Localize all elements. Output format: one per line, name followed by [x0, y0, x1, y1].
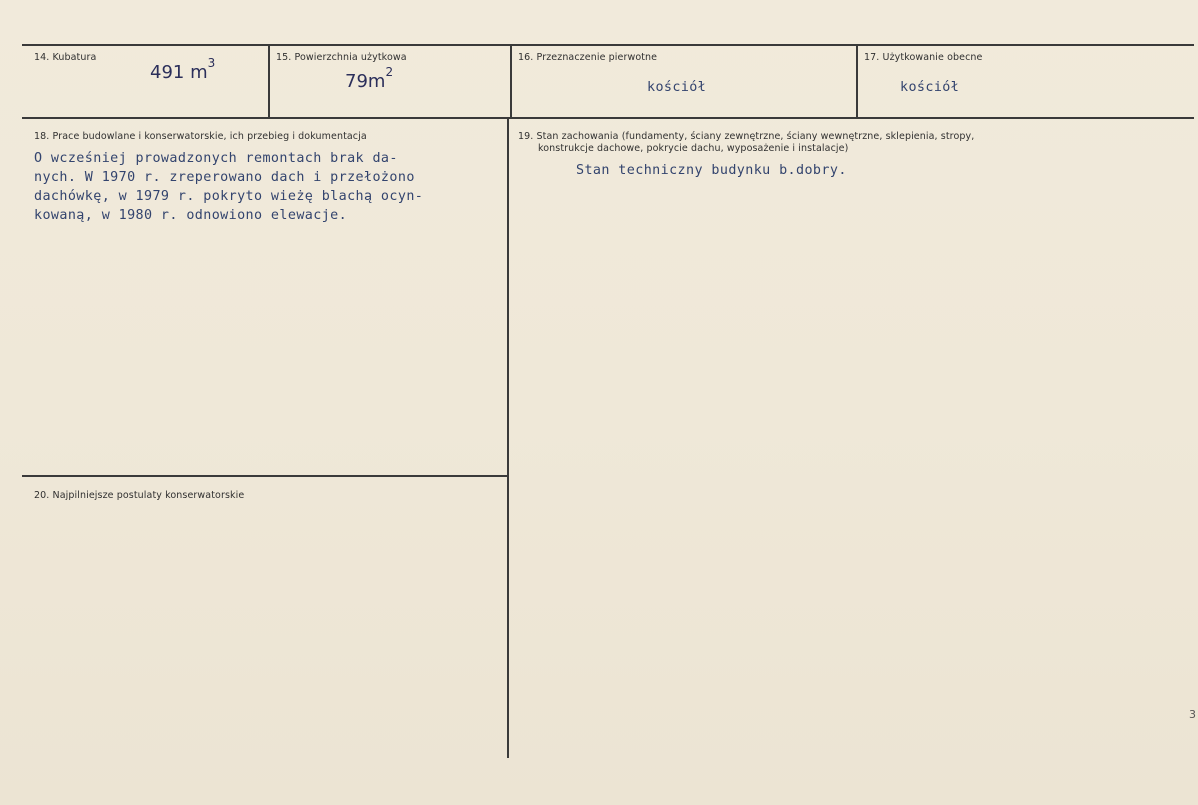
row1-divider-2 [510, 45, 512, 118]
powierzchnia-label: 15. Powierzchnia użytkowa [276, 52, 407, 63]
prace-text [34, 149, 423, 225]
prace-line-4: kowaną, w 1980 r. odnowiono elewacje. [34, 208, 348, 223]
kubatura-value: 491 $m^3$ [150, 56, 216, 83]
stan-value: Stan techniczny budynku b.dobry. [576, 163, 847, 178]
przeznaczenie-label: 16. Przeznaczenie pierwotne [518, 52, 658, 63]
prace-line-1: O wcześniej prowadzonych remontach brak da- [34, 151, 398, 166]
row1-divider-3 [856, 45, 858, 118]
uzytkowanie-value: kościół [900, 80, 960, 95]
kubatura-label: 14. Kubatura [34, 52, 97, 63]
postulaty-label: 20. Najpilniejsze postulaty konserwatorskie [34, 490, 245, 501]
row1-divider-1 [268, 45, 270, 118]
prace-line-2: nych. W 1970 r. zreperowano dach i przełożono [34, 170, 415, 185]
top-rule [22, 44, 1194, 46]
row1-bottom-rule [22, 117, 1194, 119]
powierzchnia-value: $79m^2$ [345, 65, 394, 92]
uzytkowanie-label: 17. Użytkowanie obecne [864, 52, 983, 63]
stan-label-line1: 19. Stan zachowania (fundamenty, ściany zewnętrzne, ściany wewnętrzne, sklepienia, stropy, [518, 131, 975, 142]
prace-label: 18. Prace budowlane i konserwatorskie, ich przebieg i dokumentacja [34, 131, 367, 142]
section-18-20-rule [22, 475, 508, 477]
main-vertical-divider [507, 118, 509, 758]
margin-mark: 3 [1189, 708, 1196, 721]
stan-label-line2: konstrukcje dachowe, pokrycie dachu, wyposażenie i instalacje) [538, 143, 849, 154]
prace-line-3: dachówkę, w 1979 r. pokryto wieżę blachą ocyn- [34, 189, 424, 204]
przeznaczenie-value: kościół [647, 80, 707, 95]
